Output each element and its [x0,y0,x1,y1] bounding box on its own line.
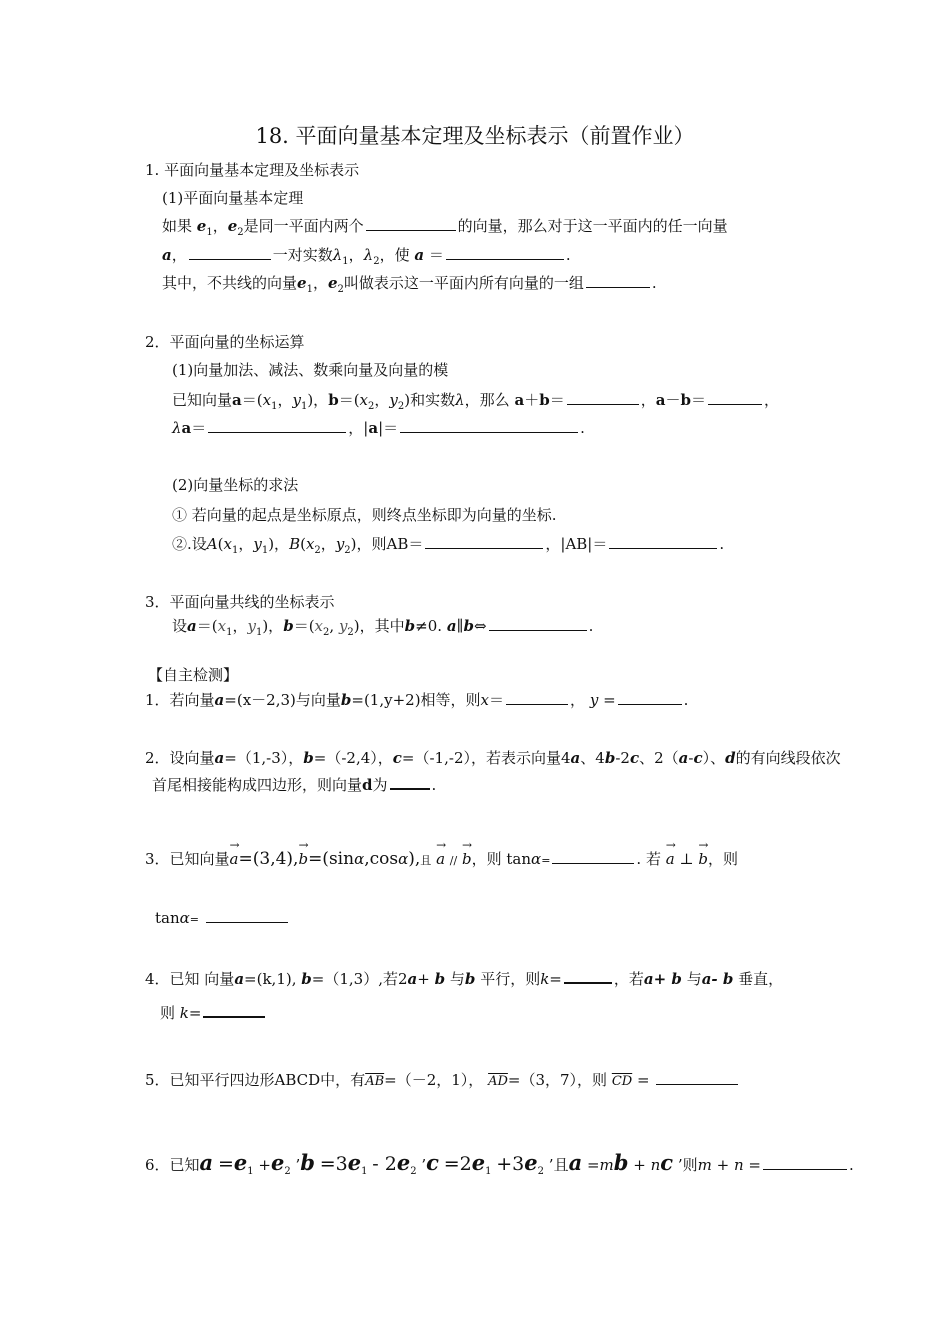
text: 其中，不共线的向量 [162,274,298,292]
text: =(x－2,3)与向量 [224,691,341,709]
vec-b: → b [298,845,308,869]
text: =（－2，1）， [384,1071,484,1089]
text: = [189,913,199,926]
vec-ad: $\overline{AD}$ [488,1074,508,1089]
question-5 [145,1070,740,1092]
text: 且 [420,854,432,867]
text: a- b [701,970,734,988]
blank[interactable] [763,1155,847,1170]
text: +3 [496,1153,525,1175]
text: =（3，7），则 [507,1071,608,1089]
var-e: e [327,274,338,292]
text: 已知向量 [172,391,233,409]
text: ，使 [379,246,410,264]
blank[interactable] [189,245,271,260]
section-1-line2: a， 一对实数$\lambda_1$，$\lambda_2$，使 a ＝ . [162,246,571,267]
text: 、2（ [639,749,679,767]
text: // [449,854,458,867]
text: 如果 [162,217,197,235]
text: 垂直， [738,970,784,988]
section-3-heading: 3．平面向量共线的坐标表示 [145,593,335,611]
text: =（1,3）,若2 [311,970,408,988]
text: 是同一平面内两个 [243,217,364,235]
blank[interactable] [390,774,430,790]
text: + [258,1156,271,1174]
vec-a: → a [230,845,239,869]
question-1: 1．若向量a=(x－2,3)与向量b=(1,y+2)相等，则x＝ ， y = . [145,691,689,709]
section-1-line3: 其中，不共线的向量$e_1$，$e_2$叫做表示这一平面内所有向量的一组 . [162,274,657,295]
text: ，其中 [359,617,405,635]
text: ⊥ [679,850,694,868]
blank[interactable] [708,390,762,405]
text: =3 [319,1153,348,1175]
text: 叫做表示这一平面内所有向量的一组 [343,274,584,292]
question-4-cont [160,1002,267,1023]
text: =（1,-3）， [224,749,304,767]
var-e: e [297,274,307,292]
question-3: 3．已知向量→ a=(3,4),→ b=(sinα,cosα),且 → a // → b，则 tanα= . 若 → a ⊥ → b，则 [145,845,738,871]
text: 与 [449,970,465,988]
question-2-cont: 首尾相接能构成四边形，则向量d为 . [152,776,437,794]
text: = [217,1153,234,1175]
var-e: e [227,217,238,235]
text: =(3,4), [238,849,299,869]
blank[interactable] [506,690,568,705]
blank[interactable] [489,616,587,631]
text: =(k,1), [244,970,297,988]
text: + n [633,1156,661,1174]
blank[interactable] [366,216,456,231]
text: 4．已知 向量 [145,970,235,988]
text: ②.设 [172,535,207,553]
text: 则 [682,1156,698,1174]
text: ), [408,849,421,869]
text: 3．已知向量 [145,850,230,868]
text: k= [179,1004,202,1022]
text: ＝ [428,246,444,264]
text: = [541,854,551,867]
section-3-line1: 设$a=(x_1$，$y_1$)，$b=(x_2$, $y_2$)，其中b≠0. a∥b⇔ . [172,617,594,638]
text: ,cos [364,849,399,869]
blank[interactable] [206,908,288,923]
text: ， [570,691,586,709]
blank[interactable] [208,418,346,433]
question-4: 4．已知 向量a=(k,1), b=（1,3）,若2a+ b 与b 平行，则k= ，若a+ b 与a- b 垂直， [145,970,784,988]
text: 、4 [580,749,605,767]
blank[interactable] [618,690,682,705]
section-2-c1: ① 若向量的起点是坐标原点，则终点坐标即为向量的坐标. [172,506,557,524]
section-2-c2: ②.设$A(x_1$，$y_1$)，$B(x_2$，$y_2$)，则AB＝ ，|AB|＝ . [172,535,725,556]
text: ⇔ [474,617,487,635]
vec-ab: $\overline{AB}$ [365,1074,385,1089]
text: 的向量，那么对于这一平面内的任一向量 [457,217,728,235]
section-1-heading: 1. 平面向量基本定理及坐标表示 [145,161,360,179]
text: 1．若向量 [145,691,215,709]
var-a: a [414,246,425,264]
text: k= [540,970,562,988]
var-a: a [162,246,172,264]
question-3-cont: tanα= [155,908,290,930]
text: a+ b [643,970,682,988]
section-2-sub1: (1)向量加法、减法、数乘向量及向量的模 [172,361,449,379]
blank[interactable] [564,968,612,984]
text: - 2 [372,1153,397,1175]
text: 则 [160,1004,176,1022]
text: ，则AB＝ [356,535,424,553]
blank[interactable] [586,273,650,288]
question-6: 6．已知$a =e_1 +e_2$ ’b $=3e_1 - 2e_2$ ’c $=2e_1 +3e_2$ ’且a =mb + nc ’则m + n = . [145,1150,854,1177]
var-e: e [196,217,207,235]
text: =（-1,-2），若表示向量4 [401,749,571,767]
var-d: d [362,776,373,794]
vec-cd: $\overline{CD}$ [611,1074,633,1089]
section-2-line1: 已知向量$a=(x_1$，$y_1$)，$b=(x_2$，$y_2$)和实数λ，那么 a＋b＝ ，a－b＝ ， [172,391,780,412]
blank[interactable] [446,245,564,260]
text: 设 [172,617,188,635]
text: tan [506,850,532,868]
blank[interactable] [656,1070,738,1085]
text: 和实数 [410,391,456,409]
text: =(sin [308,849,355,869]
text: 平行，则 [480,970,541,988]
blank[interactable] [203,1002,265,1018]
text: 为 [372,776,388,794]
page-title: 18. 平面向量基本定理及坐标表示（前置作业） [255,124,695,148]
blank[interactable] [552,849,634,864]
text: 的有向线段依次 [735,749,841,767]
text: =2 [443,1153,472,1175]
text: + [417,970,430,988]
text: = [636,1071,650,1089]
text: ≠0. [415,617,443,635]
text: 5．已知平行四边形ABCD中，有 [145,1071,366,1089]
section-2-line2: λa＝ ，|a|＝ . [172,419,585,437]
text: =(1,y+2)相等，则 [351,691,481,709]
blank[interactable] [609,534,717,549]
section-1-line1: 如果 $e_1$，$e_2$是同一平面内两个 的向量，那么对于这一平面内的任一向量 [162,217,728,238]
self-check-heading: 【自主检测】 [148,666,239,684]
blank[interactable] [567,390,639,405]
text: 2．设向量 [145,749,215,767]
text: ＝ [489,691,505,709]
text: m + n = [697,1156,761,1174]
text: =m [586,1156,614,1174]
text: = [603,691,616,709]
text: 首尾相接能构成四边形，则向量 [152,776,363,794]
text: ，若 [613,970,644,988]
section-2-heading: 2．平面向量的坐标运算 [145,333,305,351]
text: =（-2,4）， [313,749,393,767]
text: 与 [686,970,702,988]
text: ，则 [471,850,502,868]
text: ，则 [707,850,738,868]
section-2-sub2: (2)向量坐标的求法 [172,476,299,494]
text: 且 [553,1156,569,1174]
text: -2 [615,749,630,767]
blank[interactable] [400,418,578,433]
text: 一对实数 [272,246,333,264]
text: . 若 [636,850,661,868]
blank[interactable] [425,534,543,549]
question-2: 2．设向量a=（1,-3），b=（-2,4），c=（-1,-2），若表示向量4a、4b-2c、2（a-c）、d的有向线段依次 [145,749,841,767]
section-1-sub1: (1)平面向量基本定理 [162,189,304,207]
text: - [688,749,694,767]
text: ，|AB|＝ [545,535,608,553]
text: ，那么 [464,391,510,409]
text: 6．已知 [145,1156,200,1174]
text: tan [155,909,180,927]
text: ）、 [702,749,726,767]
